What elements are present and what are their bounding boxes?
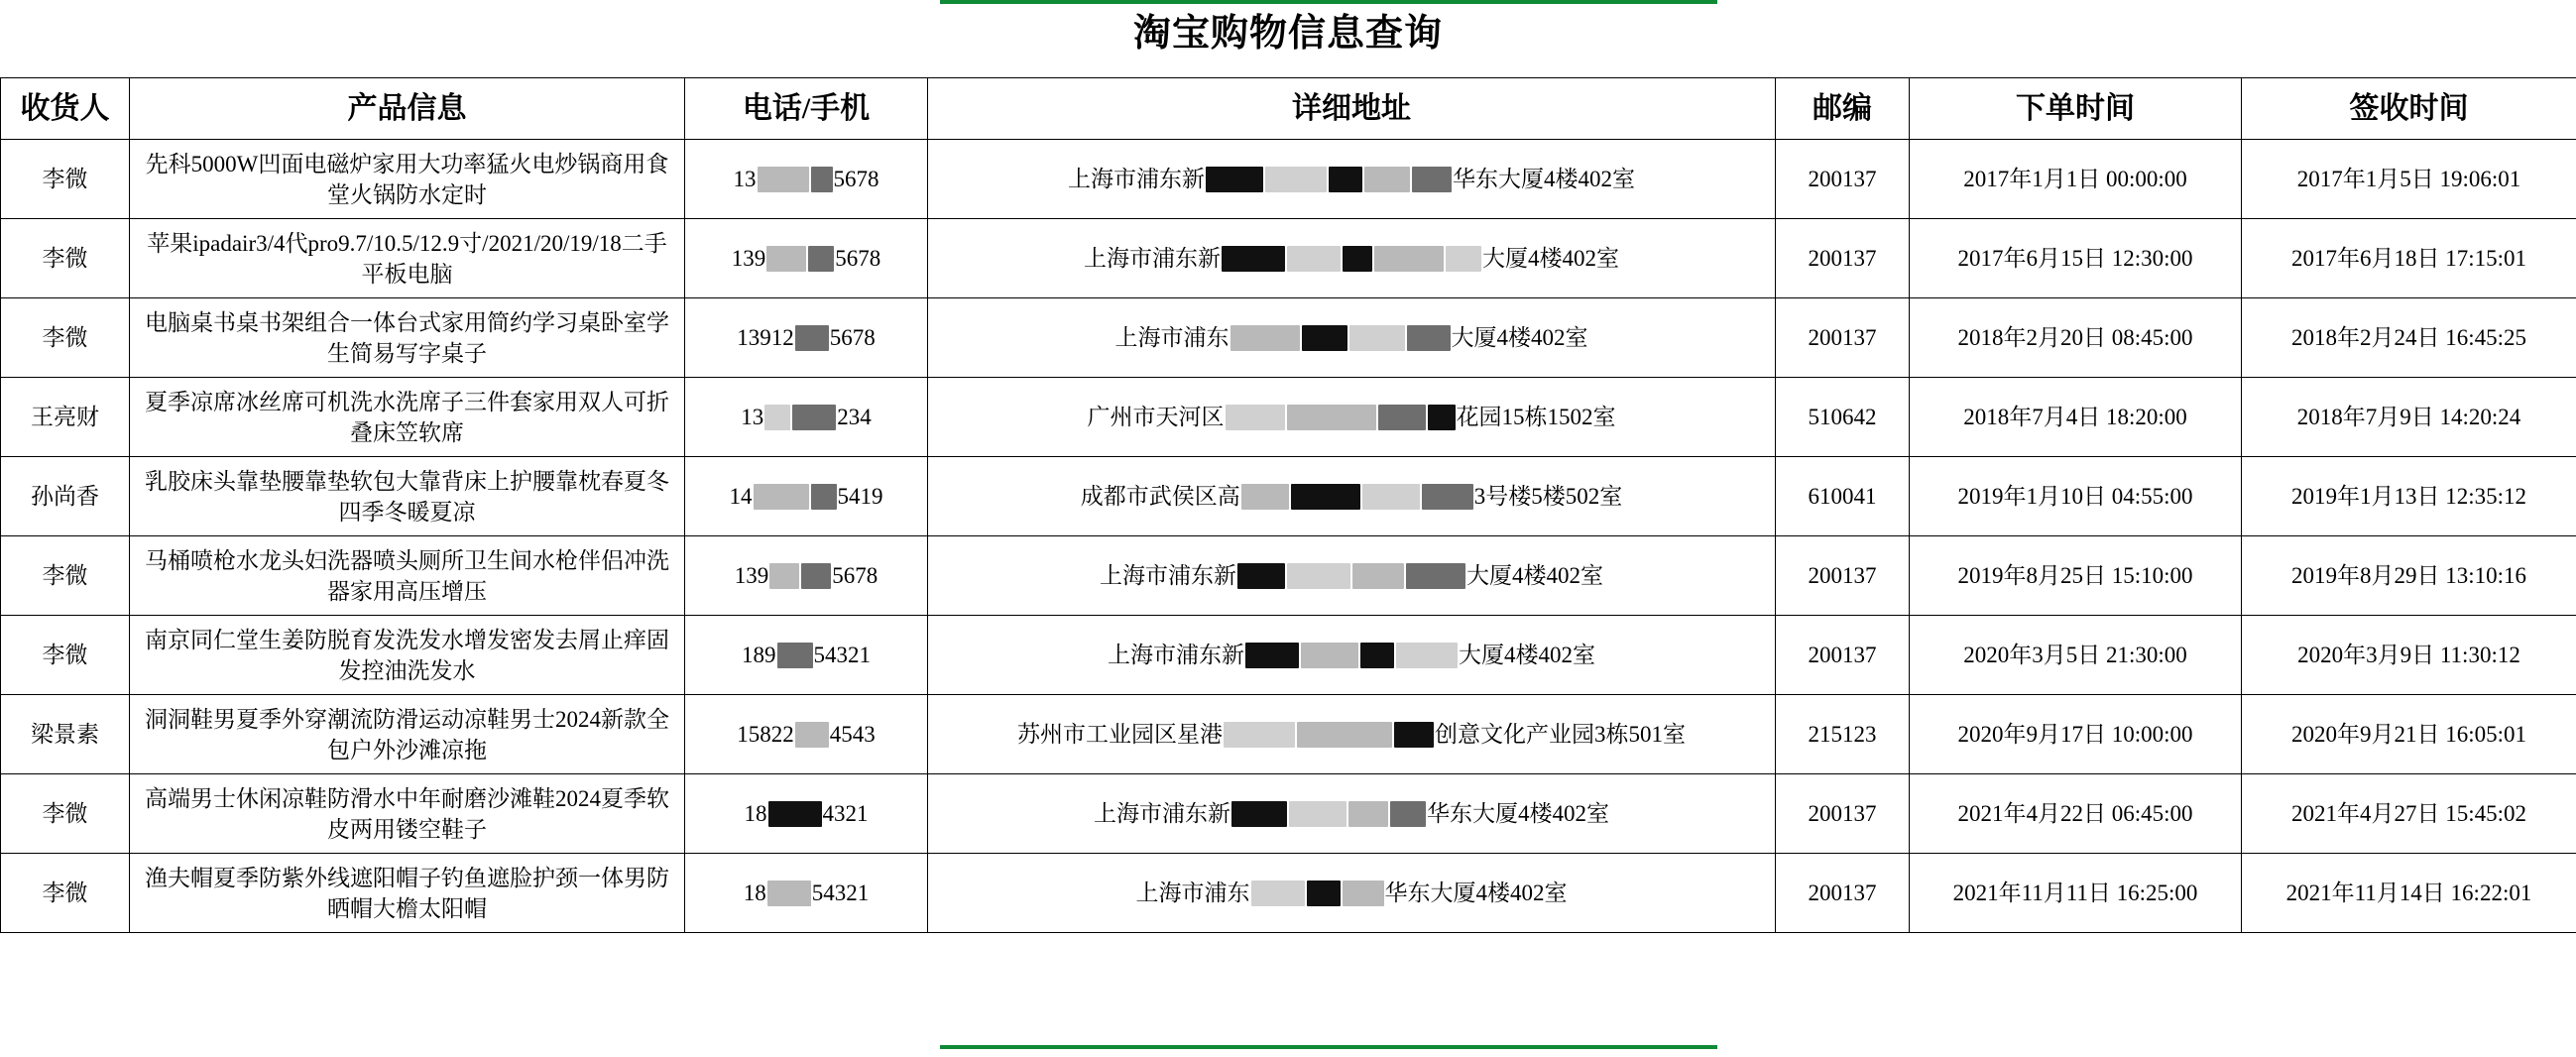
redaction-bar bbox=[1343, 881, 1384, 906]
table-row bbox=[1, 854, 2576, 933]
cell-order-time: 2018年2月20日 08:45:00 bbox=[1910, 298, 2242, 378]
cell-product: 苹果ipadair3/4代pro9.7/10.5/12.9寸/2021/20/19/18二手平板电脑 bbox=[130, 219, 685, 298]
redaction-bar bbox=[795, 722, 829, 748]
phone-suffix: 5678 bbox=[833, 167, 879, 191]
redaction-bar bbox=[766, 246, 806, 272]
column-header-address: 详细地址 bbox=[928, 78, 1776, 140]
phone-prefix: 13 bbox=[741, 405, 764, 429]
phone-suffix: 4321 bbox=[822, 801, 869, 826]
table-row bbox=[1, 140, 2576, 219]
page-title: 淘宝购物信息查询 bbox=[1132, 13, 1443, 55]
cell-postcode: 200137 bbox=[1776, 774, 1910, 854]
cell-receiver: 王亮财 bbox=[1, 378, 130, 457]
cell-address bbox=[928, 695, 1776, 774]
cell-product: 乳胶床头靠垫腰靠垫软包大靠背床上护腰靠枕春夏冬四季冬暖夏凉 bbox=[130, 457, 685, 536]
cell-phone bbox=[685, 695, 928, 774]
cell-sign-time: 2019年1月13日 12:35:12 bbox=[2242, 457, 2576, 536]
redaction-bar bbox=[768, 801, 822, 827]
redaction-bar bbox=[777, 643, 813, 668]
cell-sign-time: 2018年2月24日 16:45:25 bbox=[2242, 298, 2576, 378]
address-prefix: 上海市浦东 bbox=[1114, 325, 1229, 350]
cell-product: 先科5000W凹面电磁炉家用大功率猛火电炒锅商用食堂火锅防水定时 bbox=[130, 140, 685, 219]
cell-order-time: 2021年4月22日 06:45:00 bbox=[1910, 774, 2242, 854]
redaction-bar bbox=[1307, 881, 1341, 906]
cell-address bbox=[928, 616, 1776, 695]
table-row bbox=[1, 616, 2576, 695]
cell-sign-time: 2020年3月9日 11:30:12 bbox=[2242, 616, 2576, 695]
cell-product: 电脑桌书桌书架组合一体台式家用简约学习桌卧室学生简易写字桌子 bbox=[130, 298, 685, 378]
redaction-bar bbox=[1289, 801, 1347, 827]
phone-suffix: 4543 bbox=[829, 722, 876, 747]
phone-prefix: 15822 bbox=[737, 722, 794, 747]
redaction-bar bbox=[1349, 325, 1405, 351]
redaction-bar bbox=[1245, 643, 1299, 668]
cell-order-time: 2018年7月4日 18:20:00 bbox=[1910, 378, 2242, 457]
redaction-bar bbox=[1412, 167, 1452, 192]
redaction-bar bbox=[1396, 643, 1458, 668]
cell-phone bbox=[685, 774, 928, 854]
redaction-bar bbox=[1222, 246, 1285, 272]
redaction-bar bbox=[1226, 405, 1285, 430]
cell-sign-time: 2017年6月18日 17:15:01 bbox=[2242, 219, 2576, 298]
orders-table bbox=[0, 77, 2576, 933]
address-suffix: 3号楼5楼502室 bbox=[1473, 484, 1623, 509]
address-suffix: 大厦4楼402室 bbox=[1459, 643, 1595, 667]
cell-postcode: 200137 bbox=[1776, 854, 1910, 933]
table-row bbox=[1, 298, 2576, 378]
redaction-bar bbox=[1374, 246, 1444, 272]
cell-postcode: 200137 bbox=[1776, 219, 1910, 298]
cell-postcode: 215123 bbox=[1776, 695, 1910, 774]
cell-sign-time: 2021年4月27日 15:45:02 bbox=[2242, 774, 2576, 854]
table-row bbox=[1, 774, 2576, 854]
phone-prefix: 139 bbox=[734, 563, 769, 588]
redaction-bar bbox=[801, 563, 831, 589]
cell-order-time: 2020年3月5日 21:30:00 bbox=[1910, 616, 2242, 695]
redaction-bar bbox=[1224, 722, 1295, 748]
cell-address bbox=[928, 140, 1776, 219]
redaction-bar bbox=[1348, 801, 1388, 827]
address-prefix: 成都市武侯区高 bbox=[1080, 484, 1240, 509]
phone-prefix: 13912 bbox=[737, 325, 794, 350]
redaction-bar bbox=[767, 881, 811, 906]
cell-phone bbox=[685, 378, 928, 457]
redaction-bar bbox=[1231, 801, 1287, 827]
address-suffix: 创意文化产业园3栋501室 bbox=[1435, 722, 1686, 747]
redaction-bar bbox=[1287, 246, 1341, 272]
phone-suffix: 234 bbox=[837, 405, 872, 429]
redaction-bar bbox=[1287, 405, 1376, 430]
address-suffix: 华东大厦4楼402室 bbox=[1427, 801, 1609, 826]
cell-sign-time: 2020年9月21日 16:05:01 bbox=[2242, 695, 2576, 774]
cell-product: 高端男士休闲凉鞋防滑水中年耐磨沙滩鞋2024夏季软皮两用镂空鞋子 bbox=[130, 774, 685, 854]
redaction-bar bbox=[808, 246, 834, 272]
column-header-phone: 电话/手机 bbox=[685, 78, 928, 140]
redaction-bar bbox=[1297, 722, 1392, 748]
address-suffix: 华东大厦4楼402室 bbox=[1384, 881, 1568, 905]
redaction-bar bbox=[1287, 563, 1350, 589]
address-suffix: 华东大厦4楼402室 bbox=[1453, 167, 1635, 191]
redaction-bar bbox=[811, 167, 833, 192]
address-prefix: 广州市天河区 bbox=[1087, 405, 1225, 429]
redaction-bar bbox=[1237, 563, 1285, 589]
cell-product: 马桶喷枪水龙头妇洗器喷头厕所卫生间水枪伴侣冲洗器家用高压增压 bbox=[130, 536, 685, 616]
cell-phone bbox=[685, 219, 928, 298]
address-prefix: 上海市浦东新 bbox=[1094, 801, 1230, 826]
redaction-bar bbox=[1446, 246, 1481, 272]
cell-receiver: 李微 bbox=[1, 298, 130, 378]
cell-address bbox=[928, 457, 1776, 536]
address-prefix: 上海市浦东新 bbox=[1108, 643, 1244, 667]
redaction-bar bbox=[792, 405, 836, 430]
phone-prefix: 14 bbox=[729, 484, 753, 509]
redaction-bar bbox=[1230, 325, 1300, 351]
cell-sign-time: 2018年7月9日 14:20:24 bbox=[2242, 378, 2576, 457]
redaction-bar bbox=[764, 405, 790, 430]
redaction-bar bbox=[1390, 801, 1426, 827]
cell-receiver: 李微 bbox=[1, 140, 130, 219]
phone-suffix: 54321 bbox=[813, 643, 871, 667]
cell-receiver: 李微 bbox=[1, 774, 130, 854]
cell-postcode: 610041 bbox=[1776, 457, 1910, 536]
cell-postcode: 200137 bbox=[1776, 140, 1910, 219]
redaction-bar bbox=[1265, 167, 1327, 192]
cell-product: 南京同仁堂生姜防脱育发洗发水增发密发去屑止痒固发控油洗发水 bbox=[130, 616, 685, 695]
cell-receiver: 李微 bbox=[1, 536, 130, 616]
redaction-bar bbox=[1378, 405, 1426, 430]
phone-prefix: 18 bbox=[743, 881, 766, 905]
redaction-bar bbox=[1394, 722, 1434, 748]
redaction-bar bbox=[1241, 484, 1289, 510]
redaction-bar bbox=[1251, 881, 1305, 906]
redaction-bar bbox=[811, 484, 837, 510]
table-header-row bbox=[1, 78, 2576, 140]
redaction-bar bbox=[1422, 484, 1473, 510]
phone-prefix: 189 bbox=[742, 643, 776, 667]
cell-phone bbox=[685, 140, 928, 219]
cell-address bbox=[928, 774, 1776, 854]
cell-receiver: 孙尚香 bbox=[1, 457, 130, 536]
cell-postcode: 200137 bbox=[1776, 616, 1910, 695]
cell-receiver: 李微 bbox=[1, 219, 130, 298]
column-header-sign-time: 签收时间 bbox=[2242, 78, 2576, 140]
cell-order-time: 2017年6月15日 12:30:00 bbox=[1910, 219, 2242, 298]
cell-phone bbox=[685, 854, 928, 933]
redaction-bar bbox=[754, 484, 809, 510]
redaction-bar bbox=[1428, 405, 1456, 430]
address-prefix: 苏州市工业园区星港 bbox=[1017, 722, 1223, 747]
cell-order-time: 2017年1月1日 00:00:00 bbox=[1910, 140, 2242, 219]
column-header-product: 产品信息 bbox=[130, 78, 685, 140]
cell-postcode: 200137 bbox=[1776, 298, 1910, 378]
column-header-order-time: 下单时间 bbox=[1910, 78, 2242, 140]
cell-product: 渔夫帽夏季防紫外线遮阳帽子钓鱼遮脸护颈一体男防晒帽大檐太阳帽 bbox=[130, 854, 685, 933]
redaction-bar bbox=[795, 325, 829, 351]
cell-postcode: 200137 bbox=[1776, 536, 1910, 616]
redaction-bar bbox=[1364, 167, 1410, 192]
redaction-bar bbox=[1291, 484, 1360, 510]
redaction-bar bbox=[1406, 563, 1465, 589]
cell-phone bbox=[685, 298, 928, 378]
cell-phone bbox=[685, 616, 928, 695]
table-row bbox=[1, 219, 2576, 298]
cell-product: 洞洞鞋男夏季外穿潮流防滑运动凉鞋男士2024新款全包户外沙滩凉拖 bbox=[130, 695, 685, 774]
cell-order-time: 2019年1月10日 04:55:00 bbox=[1910, 457, 2242, 536]
address-prefix: 上海市浦东新 bbox=[1068, 167, 1205, 191]
redaction-bar bbox=[1362, 484, 1420, 510]
cell-order-time: 2019年8月25日 15:10:00 bbox=[1910, 536, 2242, 616]
address-suffix: 大厦4楼402室 bbox=[1451, 325, 1588, 350]
redaction-bar bbox=[1407, 325, 1451, 351]
redaction-bar bbox=[1343, 246, 1372, 272]
cell-address bbox=[928, 378, 1776, 457]
redaction-bar bbox=[1206, 167, 1263, 192]
top-accent-rule bbox=[940, 0, 1717, 4]
phone-prefix: 13 bbox=[733, 167, 757, 191]
cell-sign-time: 2017年1月5日 19:06:01 bbox=[2242, 140, 2576, 219]
redaction-bar bbox=[769, 563, 799, 589]
address-prefix: 上海市浦东新 bbox=[1084, 246, 1221, 271]
cell-address bbox=[928, 219, 1776, 298]
cell-order-time: 2020年9月17日 10:00:00 bbox=[1910, 695, 2242, 774]
column-header-receiver: 收货人 bbox=[1, 78, 130, 140]
phone-suffix: 5678 bbox=[835, 246, 881, 271]
cell-address bbox=[928, 536, 1776, 616]
table-row bbox=[1, 695, 2576, 774]
column-header-postcode: 邮编 bbox=[1776, 78, 1910, 140]
phone-suffix: 54321 bbox=[811, 881, 870, 905]
cell-address bbox=[928, 298, 1776, 378]
table-row bbox=[1, 536, 2576, 616]
cell-receiver: 李微 bbox=[1, 854, 130, 933]
cell-order-time: 2021年11月11日 16:25:00 bbox=[1910, 854, 2242, 933]
phone-suffix: 5419 bbox=[837, 484, 883, 509]
address-suffix: 花园15栋1502室 bbox=[1456, 405, 1616, 429]
address-suffix: 大厦4楼402室 bbox=[1466, 563, 1603, 588]
table-row bbox=[1, 378, 2576, 457]
cell-product: 夏季凉席冰丝席可机洗水洗席子三件套家用双人可折叠床笠软席 bbox=[130, 378, 685, 457]
phone-prefix: 139 bbox=[731, 246, 766, 271]
cell-postcode: 510642 bbox=[1776, 378, 1910, 457]
cell-phone bbox=[685, 457, 928, 536]
bottom-accent-rule bbox=[940, 1045, 1717, 1049]
cell-phone bbox=[685, 536, 928, 616]
phone-suffix: 5678 bbox=[829, 325, 876, 350]
redaction-bar bbox=[1329, 167, 1362, 192]
redaction-bar bbox=[1301, 643, 1358, 668]
cell-address bbox=[928, 854, 1776, 933]
address-suffix: 大厦4楼402室 bbox=[1482, 246, 1619, 271]
cell-receiver: 梁景素 bbox=[1, 695, 130, 774]
address-prefix: 上海市浦东 bbox=[1135, 881, 1250, 905]
cell-sign-time: 2021年11月14日 16:22:01 bbox=[2242, 854, 2576, 933]
address-prefix: 上海市浦东新 bbox=[1100, 563, 1236, 588]
cell-receiver: 李微 bbox=[1, 616, 130, 695]
phone-suffix: 5678 bbox=[832, 563, 878, 588]
redaction-bar bbox=[758, 167, 809, 192]
phone-prefix: 18 bbox=[744, 801, 767, 826]
redaction-bar bbox=[1352, 563, 1404, 589]
table-row bbox=[1, 457, 2576, 536]
redaction-bar bbox=[1360, 643, 1394, 668]
cell-sign-time: 2019年8月29日 13:10:16 bbox=[2242, 536, 2576, 616]
redaction-bar bbox=[1302, 325, 1347, 351]
